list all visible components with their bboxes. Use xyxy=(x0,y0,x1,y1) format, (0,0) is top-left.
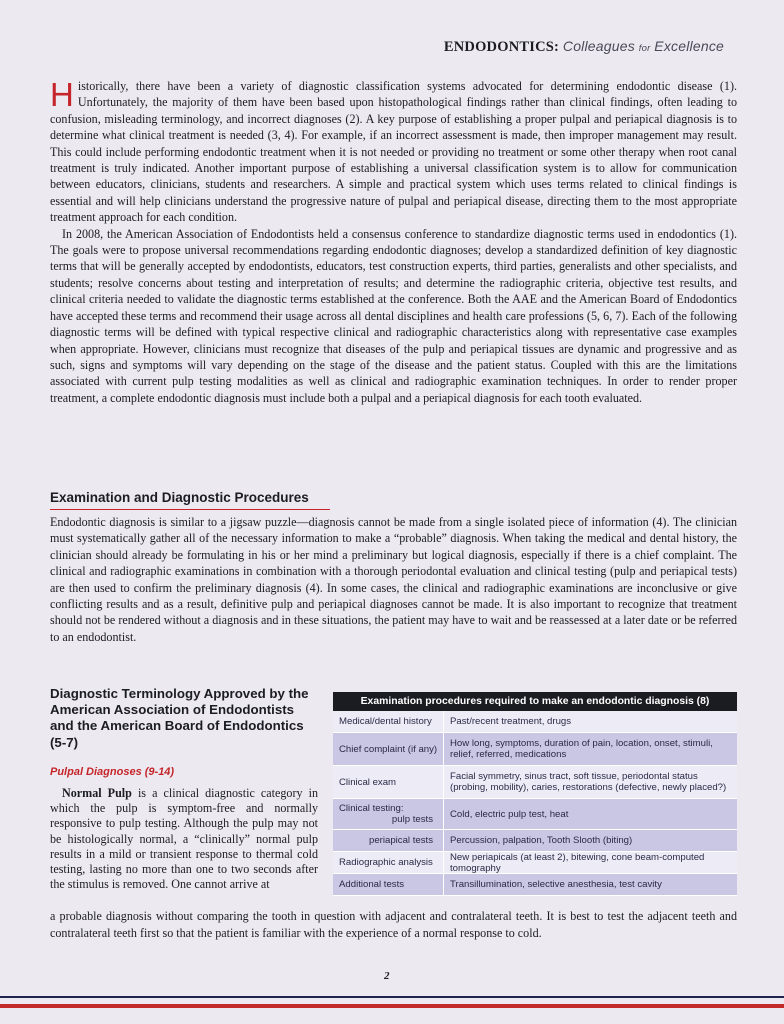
row-label xyxy=(333,830,443,851)
normal-pulp-column xyxy=(50,786,318,892)
footer-rule-navy xyxy=(0,996,784,998)
examination-paragraph-block xyxy=(50,514,737,645)
pulpal-diagnoses-heading: Pulpal Diagnoses (9-14) xyxy=(50,766,175,778)
running-head-series-b: Excellence xyxy=(654,38,724,54)
row-value: Percussion, palpation, Tooth Slooth (biting) xyxy=(443,830,737,851)
normal-pulp-paragraph xyxy=(50,786,318,892)
normal-pulp-continued xyxy=(50,908,737,941)
row-label-sub: periapical tests xyxy=(369,835,433,846)
table-row xyxy=(333,711,737,733)
table-row xyxy=(333,830,737,852)
terminology-heading: Diagnostic Terminology Approved by the American Association of Endodontists and the American Board of Endodontics (5-7) xyxy=(50,686,309,750)
drop-cap: H xyxy=(50,76,74,113)
intro-paragraph-1 xyxy=(50,78,737,226)
exam-table-title: Examination procedures required to make an endodontic diagnosis (8) xyxy=(333,692,737,711)
section-heading-examination: Examination and Diagnostic Procedures xyxy=(50,490,309,505)
row-label: Additional tests xyxy=(339,879,405,890)
row-value: New periapicals (at least 2), bitewing, cone beam-computed tomography xyxy=(443,852,737,873)
table-row xyxy=(333,874,737,896)
running-head xyxy=(444,38,724,56)
row-value: Past/recent treatment, drugs xyxy=(443,711,737,732)
examination-paragraph: Endodontic diagnosis is similar to a jigsaw puzzle—diagnosis cannot be made from a single isolated piece of information (4). The clinician must systematically gather all of the necessary information to make a “probable” diagnosis. When taking the medical and dental history, the clinician should already be formulating in his or her mind a preliminary but logical diagnosis, especially if there is a chief complaint. The clinical and radiographic examinations in combination with a thorough periodontal evaluation and clinical testing (pulp and periapical tests) are then used to confirm the preliminary diagnosis (4). In some cases, the clinical and radiographic examinations are inconclusive or give conflicting results and as a result, definitive pulp and periapical diagnoses cannot be made. It is also important to recognize that treatment should not be rendered without a diagnosis and in these situations, the patient may have to wait and be reassessed at a later date or be referred to an endodontist. xyxy=(50,515,737,644)
running-head-for: for xyxy=(638,43,651,54)
table-row xyxy=(333,733,737,766)
section-heading-rule xyxy=(50,509,330,510)
normal-pulp-continued-text: a probable diagnosis without comparing the tooth in question with adjacent and contralateral teeth. It is best to test the adjacent teeth and contralateral teeth first so that the patient is familiar with the experience of a normal response to cold. xyxy=(50,909,737,940)
row-label-main: Clinical testing: xyxy=(339,803,404,814)
row-label: Radiographic analysis xyxy=(339,857,433,868)
page-number: 2 xyxy=(384,970,390,982)
running-head-series-a: Colleagues xyxy=(562,38,635,54)
table-row xyxy=(333,852,737,874)
normal-pulp-term: Normal Pulp xyxy=(62,786,132,800)
row-label: Clinical exam xyxy=(339,776,397,788)
row-label: Chief complaint (if any) xyxy=(339,743,438,755)
intro-section xyxy=(50,78,737,406)
row-value: Transillumination, selective anesthesia, test cavity xyxy=(443,874,737,895)
row-value: Cold, electric pulp test, heat xyxy=(443,799,737,829)
table-row xyxy=(333,799,737,830)
intro-paragraph-2: In 2008, the American Association of Endodontists held a consensus conference to standardize diagnostic terms used in endodontics (1). The goals were to propose universal recommendations regarding endodontic diagnoses; develop a standardized definition of key diagnostic terms that will be generally accepted by endodontists, educators, test construction experts, third parties, generalists and other specialists, and students; resolve concerns about testing and interpretation of results; and determine the radiographic criteria, objective test results, and clinical criteria needed to validate the diagnostic terms established at the conference. Both the AAE and the American Board of Endodontics have accepted these terms and recommend their usage across all dental disciplines and health care professions (5, 6, 7). Each of the following diagnostic terms will be defined with typical respective clinical and radiographic characteristics along with representative case examples when appropriate. However, clinicians must recognize that diseases of the pulp and periapical tissues are dynamic and progressive and as such, signs and symptoms will vary depending on the stage of the disease and the patient status. Coupled with this are the limitations associated with current pulp testing modalities as well as clinical and radiographic examination techniques. In order to render proper treatment, a complete endodontic diagnosis must include both a pulpal and a periapical diagnosis for each tooth evaluated. xyxy=(50,226,737,405)
row-value: Facial symmetry, sinus tract, soft tissue, periodontal status (probing, mobility), caries, restorations (defective, newly placed?) xyxy=(443,766,737,798)
normal-pulp-text: is a clinical diagnostic category in which the pulp is symptom-free and normally responsive to pulp testing. Although the pulp may not be histologically normal, a “clinically” normal pulp results in a mild or transient response to thermal cold testing, lasting no more than one to two seconds after the stimulus is removed. One cannot arrive at xyxy=(50,786,318,892)
footer-rule-red xyxy=(0,1004,784,1008)
table-row xyxy=(333,766,737,799)
row-label-sub: pulp tests xyxy=(391,814,433,825)
row-label: Medical/dental history xyxy=(339,716,432,727)
row-value: How long, symptoms, duration of pain, location, onset, stimuli, relief, referred, medications xyxy=(443,733,737,765)
running-head-journal: ENDODONTICS: xyxy=(443,39,560,55)
row-label xyxy=(333,799,443,829)
exam-procedures-table xyxy=(333,692,737,896)
intro-paragraph-1-text: istorically, there have been a variety of diagnostic classification systems advocated for determining endodontic disease (1). Unfortunately, the majority of them have been based upon histopathological findings rather than clinical findings, often leading to confusion, misleading terminology, and incorrect diagnoses (2). A key purpose of establishing a proper pulpal and periapical diagnosis is to determine what clinical treatment is needed (3, 4). For example, if an incorrect assessment is made, then improper management may result. This could include performing endodontic treatment when it is not needed or providing no treatment or some other therapy when root canal treatment is truly indicated. Another important purpose of establishing a universal classification system is to allow for communication between educators, clinicians, students and researchers. A simple and practical system which uses terms related to clinical findings is essential and will help clinicians understand the progressive nature of pulpal and periapical disease, directing them to the most appropriate treatment approach for each condition. xyxy=(50,79,737,225)
